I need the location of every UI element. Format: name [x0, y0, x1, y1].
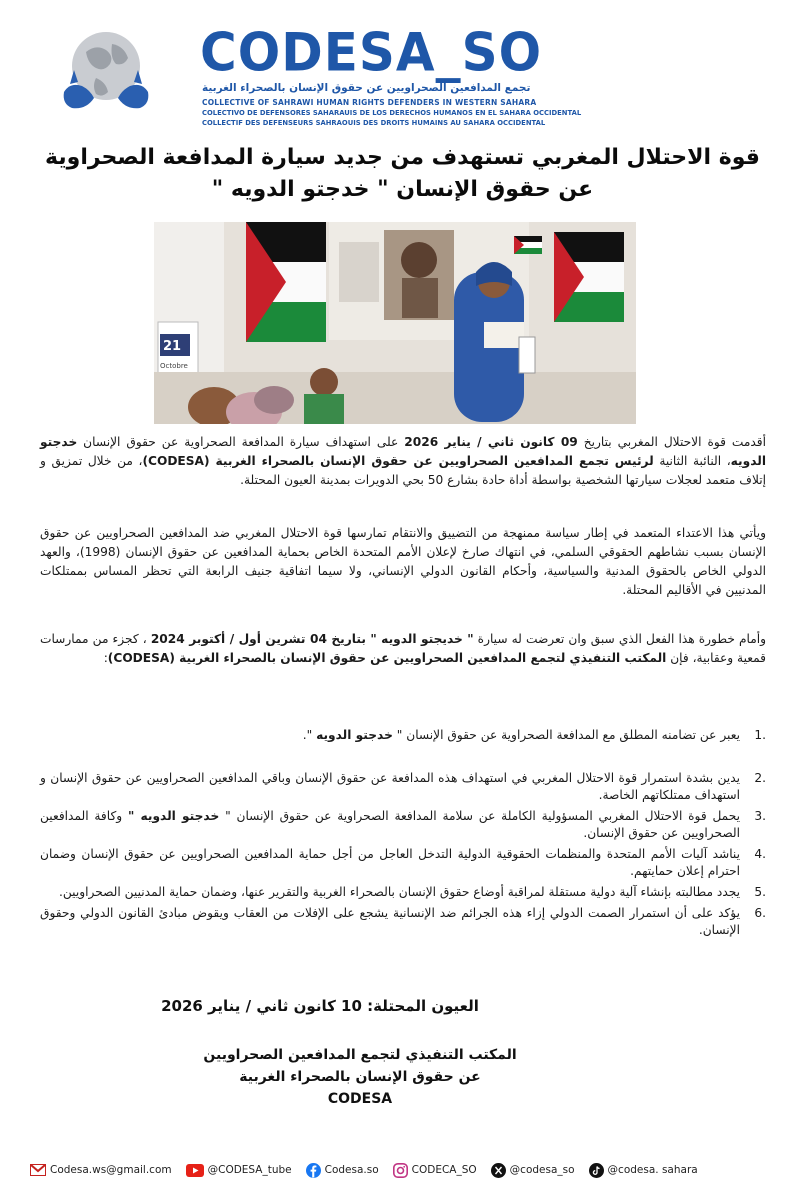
page-title — [40, 142, 765, 206]
list-item-text-part: يحمل قوة الاحتلال المغربي المسؤولية الكاملة عن سلامة المدافعة الصحراوية عن حقوق الإنسان " — [219, 809, 740, 823]
social-bar — [30, 1158, 790, 1182]
p3-name-date: " خديجتو الدويه " بتاريخ 04 تشرين أول / أكتوبر 2024 — [150, 632, 474, 646]
signature-line-2: عن حقوق الإنسان بالصحراء الغربية — [239, 1069, 481, 1085]
title-line-2: عن حقوق الإنسان " خدجتو الدويه " — [211, 177, 594, 202]
social-x[interactable] — [491, 1163, 575, 1178]
social-email[interactable] — [30, 1164, 172, 1176]
list-item — [40, 770, 766, 804]
list-item — [40, 846, 766, 880]
list-item-bold: خدجتو الدويه — [316, 728, 393, 742]
org-subtitle-arabic: تجمع المدافعين الصحراويين عن حقوق الإنسان بالصحراء الغربية — [202, 82, 531, 94]
x-label: @codesa_so — [509, 1164, 575, 1176]
signature-block — [200, 1044, 520, 1110]
youtube-icon — [186, 1164, 204, 1177]
facebook-label: Codesa.so — [324, 1164, 379, 1176]
list-item-text: يجدد مطالبته بإنشاء آلية دولية مستقلة لمراقبة أوضاع حقوق الإنسان بالصحراء الغربية والتقرير عنها، وضمان حماية المدنيين الصحراويين. — [59, 885, 740, 899]
email-label: Codesa.ws@gmail.com — [50, 1164, 172, 1176]
list-item-text — [40, 727, 740, 744]
list-item-number: 3. — [754, 809, 766, 823]
social-youtube[interactable] — [186, 1164, 292, 1177]
list-item-tail: ". — [302, 728, 317, 742]
social-facebook[interactable] — [306, 1163, 379, 1178]
p1-name: خدجتو الدويه — [40, 435, 766, 468]
p1-text-b: على استهداف سيارة المدافعة الصحراوية عن حقوق الإنسان — [77, 435, 405, 449]
org-name: CODESA_SO — [200, 22, 543, 83]
list-item — [40, 727, 766, 744]
poster-date: 21 — [163, 339, 182, 354]
p3-org: المكتب التنفيذي لتجمع المدافعين الصحراويين عن حقوق الإنسان بالصحراء الغربية (CODESA) — [107, 651, 667, 665]
tiktok-icon — [589, 1163, 604, 1178]
gmail-icon — [30, 1164, 46, 1176]
list-item-tail: وكافة المدافعين الصحراويين عن حقوق الإنسان. — [40, 809, 740, 840]
poster-month: Octobre — [160, 362, 188, 370]
list-item-text: يدين بشدة استمرار قوة الاحتلال المغربي في استهداف هذه المدافعة عن حقوق الإنسان وباقي المدافعين الصحراويين عن حقوق الإنسان و استهداف ممتلكاتهم الخاصة. — [40, 771, 740, 802]
org-subtitle-english: COLLECTIVE OF SAHRAWI HUMAN RIGHTS DEFENDERS IN WESTERN SAHARA — [202, 98, 537, 107]
list-item-number: 6. — [754, 906, 766, 920]
globe-hands-logo-icon — [56, 22, 156, 122]
x-twitter-icon — [491, 1163, 506, 1178]
list-item-number: 4. — [754, 847, 766, 861]
paragraph-2: ويأتي هذا الاعتداء المتعمد في إطار سياسة ممنهجة من التضييق والانتقام تمارسها قوة الاحتلال المغربي ضد المدافعين الصحراويين عن حقوق الإنسان بسبب نشاطهم الحقوقي السلمي، في انتهاك صارخ لإعلان الأمم المتحدة الخاص بحماية المدافعين عن حقوق الإنسان (1998)، والعهد الدولي الخاص بالحقوق المدنية والسياسية، وأحكام القانون الدولي الإنساني، ولا سيما اتفاقية جنيف الرابعة التي تحظر المساس بممتلكات المدنيين في الأقاليم المحتلة. — [40, 526, 766, 597]
list-item-number: 2. — [754, 771, 766, 785]
list-item-bold: خدجتو الدويه " — [127, 809, 220, 823]
instagram-label: CODECA_SO — [411, 1164, 477, 1176]
paragraph-3 — [40, 630, 766, 668]
title-line-1: قوة الاحتلال المغربي تستهدف من جديد سيارة المدافعة الصحراوية — [45, 145, 760, 170]
event-photo — [154, 222, 636, 424]
youtube-label: @CODESA_tube — [207, 1164, 292, 1176]
p3-text-b: ، كجزء من ممارسات قمعية وعقابية، فإن — [40, 632, 766, 665]
list-item — [40, 884, 766, 901]
list-item-number: 5. — [754, 885, 766, 899]
demands-list — [40, 727, 766, 939]
p3-text-c: : — [103, 651, 108, 665]
p1-org: لرئيس تجمع المدافعين الصحراويين عن حقوق الإنسان بالصحراء الغربية (CODESA) — [142, 454, 654, 468]
p1-date: 09 كانون ثاني / يناير 2026 — [404, 435, 578, 449]
list-item-text — [40, 808, 740, 842]
list-item-number: 1. — [754, 728, 766, 742]
list-item-text: يؤكد على أن استمرار الصمت الدولي إزاء هذه الجرائم ضد الإنسانية يشجع على الإفلات من العقاب ويقوض مبادئ القانون الدولي وحقوق الإنسان. — [40, 906, 740, 937]
event-photo-illustration — [154, 222, 636, 424]
header-logo — [50, 12, 582, 132]
facebook-icon — [306, 1163, 321, 1178]
p3-text-a: وأمام خطورة هذا الفعل الذي سبق وان تعرضت له سيارة — [473, 632, 767, 646]
p1-text-d: ، من خلال تمزيق و إتلاف متعمد لعجلات سيارتها الشخصية بواسطة أداة حادة بشارع 50 بحي الدويرات بمدينة العيون المحتلة. — [40, 454, 766, 487]
p1-text-c: ، النائبة الثانية — [653, 454, 731, 468]
list-item — [40, 905, 766, 939]
p1-text-a: أقدمت قوة الاحتلال المغربي بتاريخ — [577, 435, 766, 449]
org-subtitle-spanish: COLECTIVO DE DEFENSORES SAHARAUIS DE LOS DERECHOS HUMANOS EN EL SAHARA OCCIDENTAL — [202, 109, 582, 117]
instagram-icon — [393, 1163, 408, 1178]
social-tiktok[interactable] — [589, 1163, 698, 1178]
social-instagram[interactable] — [393, 1163, 477, 1178]
signature-line-3: CODESA — [327, 1091, 393, 1107]
paragraph-1 — [40, 433, 766, 490]
signature-line-1: المكتب التنفيذي لتجمع المدافعين الصحراويين — [203, 1047, 517, 1063]
list-item-text-part: يعبر عن تضامنه المطلق مع المدافعة الصحراوية عن حقوق الإنسان " — [392, 728, 740, 742]
place-date: العيون المحتلة: 10 كانون ثاني / يناير 2026 — [161, 997, 479, 1015]
tiktok-label: @codesa. sahara — [607, 1164, 698, 1176]
list-item-text: يناشد آليات الأمم المتحدة والمنظمات الحقوقية الدولية التدخل العاجل من أجل حماية المدافعين الصحراويين عن حقوق الإنسان وضمان احترام إعلان حمايتهم. — [40, 847, 740, 878]
list-item — [40, 808, 766, 842]
org-subtitle-french: COLLECTIF DES DEFENSEURS SAHRAOUIS DES DROITS HUMAINS AU SAHARA OCCIDENTAL — [202, 119, 546, 127]
